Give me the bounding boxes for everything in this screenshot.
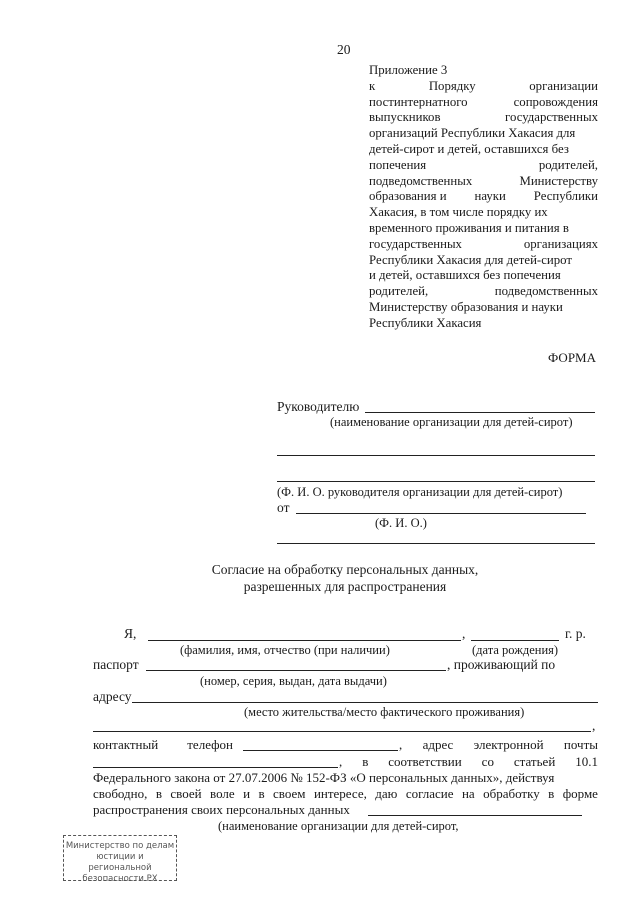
- from-fio-line[interactable]: [296, 513, 586, 514]
- appendix-word: Республики: [533, 189, 598, 204]
- fio-comma: ,: [462, 626, 466, 641]
- appendix-word: и детей, оставшихся без попечения: [369, 268, 561, 283]
- word: статьей: [513, 754, 556, 769]
- ya-label: Я,: [124, 626, 137, 641]
- appendix-word: Министерству образования и науки: [369, 299, 563, 314]
- head-fio-line[interactable]: [277, 481, 595, 482]
- stamp-line-2: юстиции и региональной: [88, 852, 152, 873]
- appendix-line: [369, 300, 598, 316]
- appendix-word: постинтернатного: [369, 94, 468, 109]
- word: согласие: [405, 786, 454, 801]
- word: обработку: [483, 786, 540, 801]
- appendix-word: к: [369, 78, 376, 93]
- word: воле: [210, 786, 235, 801]
- appendix-word: подведомственных: [494, 284, 598, 299]
- appendix-word: выпускников: [369, 110, 441, 125]
- email-label: [399, 737, 598, 753]
- appendix-word: Порядку: [428, 78, 476, 93]
- word: интересе,: [313, 786, 367, 801]
- from-fio-line-2[interactable]: [277, 543, 595, 544]
- appendix-line: [369, 284, 598, 300]
- dob-hint: (дата рождения): [472, 643, 559, 657]
- word: ,: [399, 737, 403, 752]
- word: электронной: [473, 737, 544, 752]
- appendix-line: [369, 158, 598, 174]
- appendix-line: [369, 142, 598, 158]
- word: в: [548, 786, 555, 801]
- appendix-word: Хакасия, в том числе порядку их: [369, 205, 548, 220]
- appendix-block: [369, 63, 598, 332]
- word: соответствии: [388, 754, 462, 769]
- appendix-word: сопровождения: [513, 94, 598, 109]
- appendix-word: подведомственных: [369, 173, 473, 188]
- head-fio-hint: (Ф. И. О. руководителя организации для детей-сирот): [277, 485, 563, 499]
- appendix-word: организаций Республики Хакасия для: [369, 126, 576, 141]
- word: в: [155, 786, 162, 801]
- address-line[interactable]: [132, 702, 598, 703]
- appendix-line: [369, 126, 598, 142]
- appendix-text: [369, 79, 598, 316]
- email-line[interactable]: [93, 767, 338, 768]
- appendix-line: [369, 221, 598, 237]
- appendix-word: родителей,: [538, 157, 598, 172]
- appendix-word: родителей,: [369, 284, 429, 299]
- fio-line[interactable]: [148, 640, 461, 641]
- phone-line[interactable]: [243, 750, 398, 751]
- appendix-word: попечения: [369, 157, 427, 172]
- word: почты: [563, 737, 598, 752]
- address-label: адресу: [93, 689, 132, 704]
- accordance-text: [339, 754, 598, 770]
- word: адрес: [422, 737, 454, 752]
- address-comma: ,: [592, 718, 596, 733]
- ministry-stamp: [63, 835, 177, 884]
- appendix-line: [369, 95, 598, 111]
- law-line: Федерального закона от 27.07.2006 № 152-ФЗ «О персональных данных», действуя: [93, 770, 555, 785]
- appendix-word: Республики Хакасия для детей-сирот: [369, 252, 572, 267]
- phone-label: [93, 737, 233, 753]
- word: в: [362, 754, 369, 769]
- yob-suffix: г. р.: [565, 626, 586, 641]
- stamp-line-3: безопасности РХ: [82, 874, 158, 884]
- word: своем: [273, 786, 306, 801]
- org-name-line-2[interactable]: [277, 455, 595, 456]
- word: в: [258, 786, 265, 801]
- fio-hint: (фамилия, имя, отчество (при наличии): [180, 643, 390, 657]
- appendix-word: организациях: [523, 236, 598, 251]
- word: форме: [562, 786, 598, 801]
- passport-label: паспорт: [93, 657, 139, 672]
- distribution-text: распространения своих персональных данных: [93, 802, 350, 817]
- appendix-line: [369, 253, 598, 269]
- appendix-line: [369, 268, 598, 284]
- org-name-hint: (наименование организации для детей-сирот): [330, 415, 573, 429]
- word: своей: [170, 786, 202, 801]
- dob-line[interactable]: [471, 640, 559, 641]
- appendix-line: [369, 174, 598, 190]
- appendix-word: государственных: [505, 110, 598, 125]
- appendix-line: [369, 205, 598, 221]
- operator-line[interactable]: [368, 815, 582, 816]
- word: свободно,: [93, 786, 148, 801]
- word: ,: [339, 754, 343, 769]
- passport-hint: (номер, серия, выдан, дата выдачи): [200, 674, 387, 688]
- appendix-word: детей-сирот и детей, оставшихся без: [369, 141, 569, 156]
- stamp-line-1: Министерство по делам: [65, 841, 175, 851]
- word: даю: [375, 786, 398, 801]
- appendix-word: Министерству: [519, 173, 598, 188]
- org-name-line[interactable]: [365, 412, 595, 413]
- word: и: [243, 786, 251, 801]
- word: на: [461, 786, 475, 801]
- appendix-word: организации: [529, 78, 598, 93]
- page-number: 20: [337, 42, 351, 57]
- address-line-2[interactable]: [93, 731, 591, 732]
- appendix-line: [369, 189, 598, 205]
- appendix-last-line: Республики Хакасия: [369, 315, 482, 330]
- word: телефон: [187, 737, 233, 752]
- address-hint: (место жительства/место фактического проживания): [244, 705, 525, 719]
- appendix-title: Приложение 3: [369, 63, 448, 77]
- word: со: [481, 754, 494, 769]
- appendix-word: науки: [474, 189, 506, 204]
- appendix-line: [369, 110, 598, 126]
- passport-line[interactable]: [146, 670, 446, 671]
- from-fio-hint: (Ф. И. О.): [375, 516, 427, 530]
- appendix-line: [369, 237, 598, 253]
- to-label: Руководителю: [277, 399, 360, 414]
- appendix-word: государственных: [369, 236, 462, 251]
- appendix-word: временного проживания и питания в: [369, 220, 569, 235]
- appendix-word: образования и: [369, 189, 447, 204]
- consent-text-line: [93, 786, 598, 802]
- word: 10.1: [575, 754, 598, 769]
- from-label: от: [277, 500, 290, 515]
- appendix-line: [369, 79, 598, 95]
- residing-label: , проживающий по: [447, 657, 556, 672]
- word: контактный: [93, 737, 159, 752]
- form-label: ФОРМА: [548, 350, 596, 365]
- consent-title-line2: разрешенных для распространения: [243, 579, 447, 594]
- operator-hint: (наименование организации для детей-сирот,: [218, 819, 459, 833]
- consent-title-line1: Согласие на обработку персональных данных,: [211, 562, 479, 577]
